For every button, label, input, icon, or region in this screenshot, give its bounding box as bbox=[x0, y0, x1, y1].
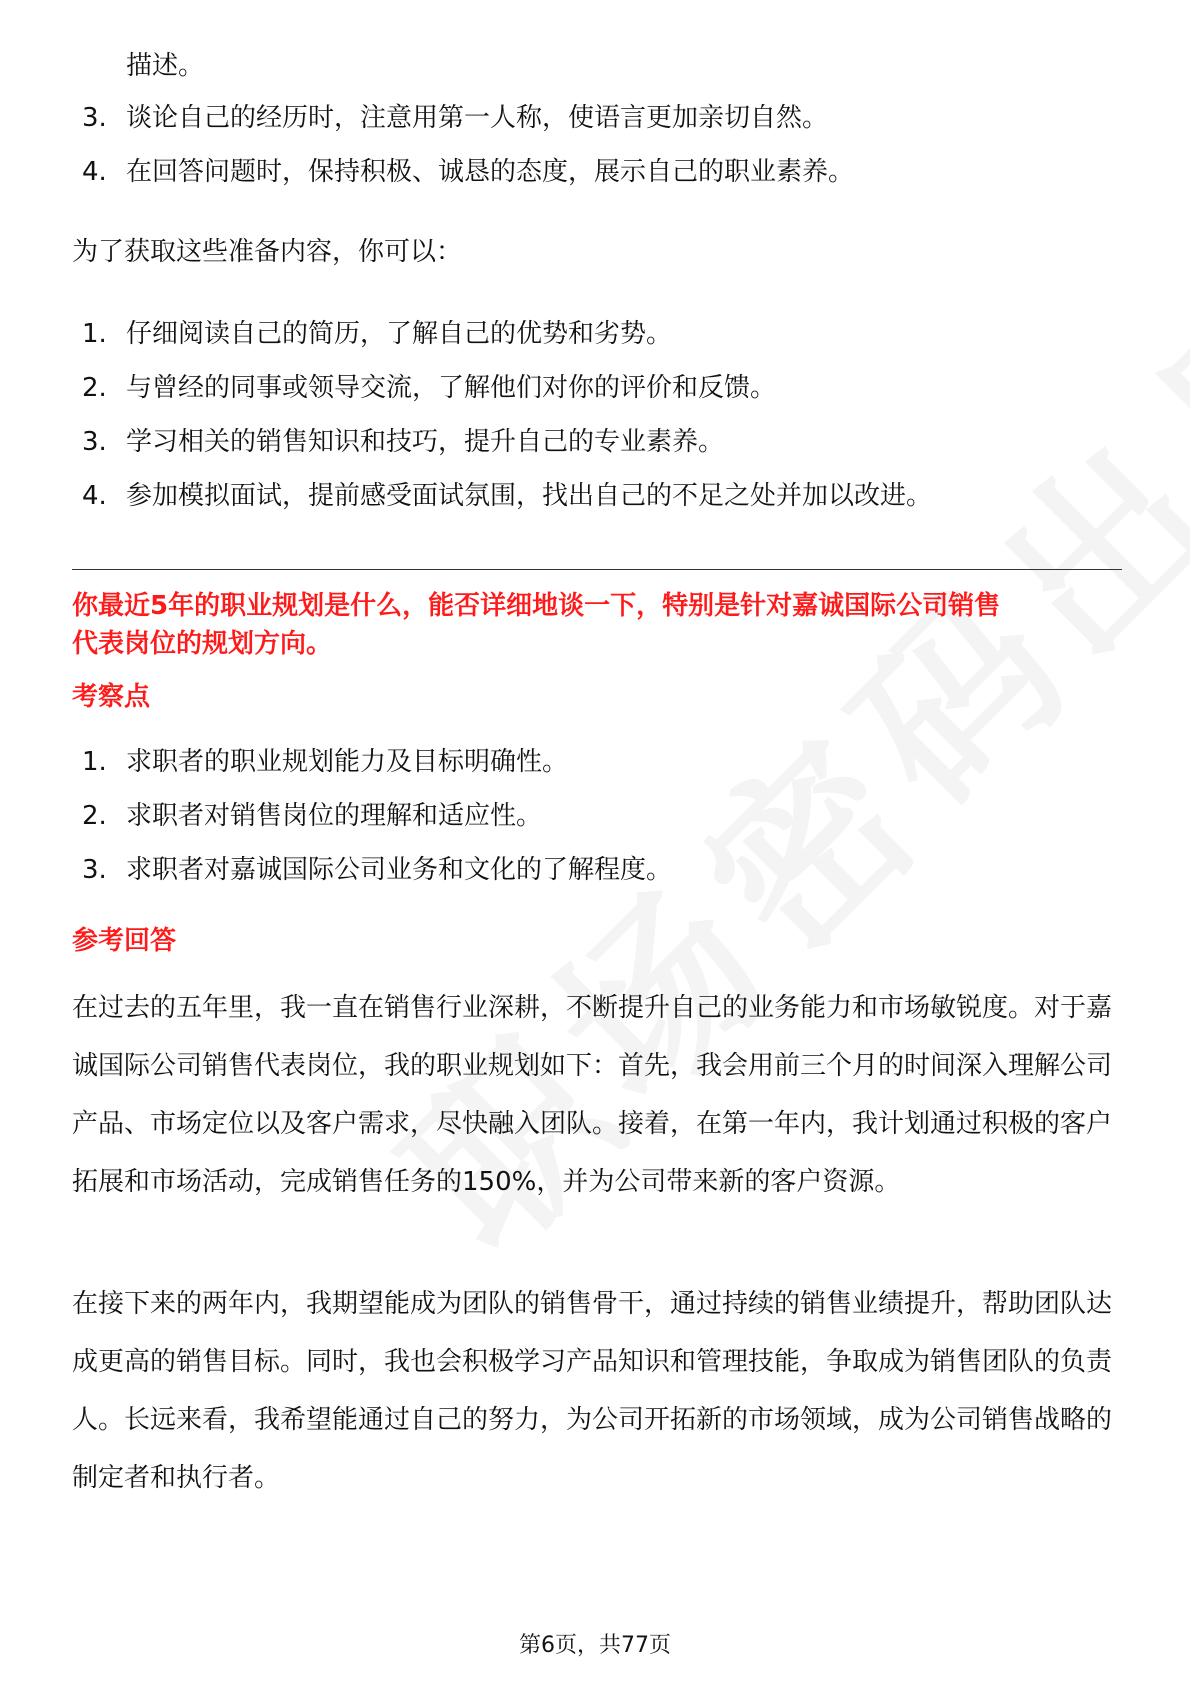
list-number: 1. bbox=[82, 319, 107, 349]
list-item bbox=[82, 476, 932, 516]
list-text: 求职者对嘉诚国际公司业务和文化的了解程度。 bbox=[126, 855, 673, 885]
section-divider bbox=[72, 569, 1122, 570]
list-text: 仔细阅读自己的简历，了解自己的优势和劣势。 bbox=[126, 319, 673, 349]
page-number: 第6页，共77页 bbox=[519, 1633, 671, 1658]
list-item bbox=[82, 422, 724, 462]
list-item bbox=[82, 152, 854, 192]
list-text: 在回答问题时，保持积极、诚恳的态度，展示自己的职业素养。 bbox=[126, 157, 855, 187]
list-text: 求职者对销售岗位的理解和适应性。 bbox=[126, 801, 543, 831]
continued-text: 描述。 bbox=[126, 51, 205, 81]
list-item bbox=[82, 314, 672, 354]
list-item bbox=[82, 742, 568, 782]
focus-heading: 考察点 bbox=[72, 682, 151, 712]
question-line: 代表岗位的规划方向。 bbox=[72, 629, 333, 659]
answer-paragraph: 在接下来的两年内，我期望能成为团队的销售骨干，通过持续的销售业绩提升，帮助团队达成更高的销售目标。同时，我也会积极学习产品知识和管理技能，争取成为销售团队的负责人。长远来看，我希望能通过自己的努力，为公司开拓新的市场领域，成为公司销售战略的制定者和执行者。 bbox=[72, 1289, 1113, 1493]
question-title bbox=[72, 587, 1122, 663]
list-item bbox=[82, 850, 672, 890]
list-text: 谈论自己的经历时，注意用第一人称，使语言更加亲切自然。 bbox=[126, 103, 829, 133]
question-line: 你最近5年的职业规划是什么，能否详细地谈一下，特别是针对嘉诚国际公司销售 bbox=[72, 591, 1001, 621]
list-text: 学习相关的销售知识和技巧，提升自己的专业素养。 bbox=[126, 427, 725, 457]
list-number: 3. bbox=[82, 103, 107, 133]
list-number: 4. bbox=[82, 481, 107, 511]
answer-heading: 参考回答 bbox=[72, 926, 177, 956]
prep-intro: 为了获取这些准备内容，你可以： bbox=[72, 237, 463, 267]
list-number: 3. bbox=[82, 427, 107, 457]
list-text: 参加模拟面试，提前感受面试氛围，找出自己的不足之处并加以改进。 bbox=[126, 481, 933, 511]
list-number: 2. bbox=[82, 373, 107, 403]
list-item bbox=[82, 98, 828, 138]
list-text: 求职者的职业规划能力及目标明确性。 bbox=[126, 747, 569, 777]
list-text: 与曾经的同事或领导交流，了解他们对你的评价和反馈。 bbox=[126, 373, 777, 403]
list-number: 3. bbox=[82, 855, 107, 885]
answer-paragraph: 在过去的五年里，我一直在销售行业深耕，不断提升自己的业务能力和市场敏锐度。对于嘉诚国际公司销售代表岗位，我的职业规划如下：首先，我会用前三个月的时间深入理解公司产品、市场定位以及客户需求，尽快融入团队。接着，在第一年内，我计划通过积极的客户拓展和市场活动，完成销售任务的150%，并为公司带来新的客户资源。 bbox=[72, 993, 1113, 1197]
list-item bbox=[82, 368, 776, 408]
list-number: 2. bbox=[82, 801, 107, 831]
list-number: 1. bbox=[82, 747, 107, 777]
list-number: 4. bbox=[82, 157, 107, 187]
list-item bbox=[82, 796, 542, 836]
